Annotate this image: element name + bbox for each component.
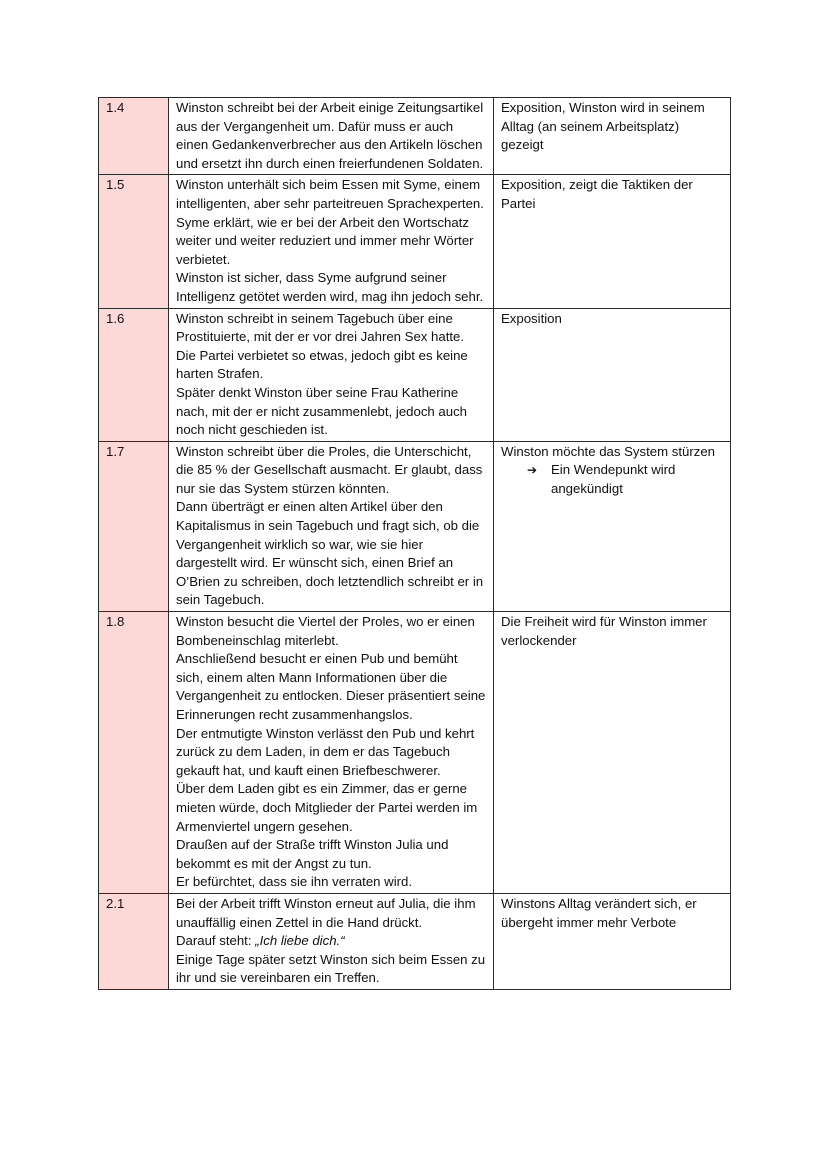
note-arrow-text: Ein Wendepunkt wird angekündigt xyxy=(551,462,676,496)
summary-paragraph: Winston schreibt bei der Arbeit einige Zeitungsartikel aus der Vergangenheit um. Dafür muss er auch einen Gedankenverbrecher aus den Artikeln löschen und ersetzt ihn durch einen freierfundenen Soldaten. xyxy=(176,100,484,171)
chapter-number-cell xyxy=(99,893,169,989)
summary-paragraph: Winston unterhält sich beim Essen mit Syme, einem intelligenten, aber sehr parteitreuen Sprachexperten. xyxy=(176,177,484,211)
note-text: Exposition, Winston wird in seinem Alltag (an seinem Arbeitsplatz) gezeigt xyxy=(501,100,705,153)
summary-paragraph: Der entmutigte Winston verlässt den Pub und kehrt zurück zu dem Laden, in dem er das Tagebuch gekauft hat, und kauft einen Briefbeschwerer. xyxy=(176,725,475,778)
table-row xyxy=(99,98,731,175)
summary-paragraph: Über dem Laden gibt es ein Zimmer, das er gerne mieten würde, doch Mitglieder der Partei werden im Armenviertel ungern gesehen. xyxy=(176,781,478,834)
summary-paragraph: Dann überträgt er einen alten Artikel über den Kapitalismus in sein Tagebuch und fragt sich, ob die Vergangenheit wirklich so war, wie sie hier dargestellt wird. Er wünscht sich, einen Brief an O’Brien zu schreiben, doch letztendlich schreibt er in sein Tagebuch. xyxy=(176,499,484,608)
summary-paragraph: Winston ist sicher, dass Syme aufgrund seiner Intelligenz getötet werden wird, mag ihn jedoch sehr. xyxy=(176,270,484,304)
table-row xyxy=(99,308,731,441)
note-cell xyxy=(494,893,731,989)
summary-paragraph: Winston schreibt über die Proles, die Unterschicht, die 85 % der Gesellschaft ausmacht. Er glaubt, dass nur sie das System stürzen könnten. xyxy=(176,443,483,496)
chapter-number: 1.8 xyxy=(106,614,125,630)
quote-text: „Ich liebe dich.“ xyxy=(255,933,345,949)
summary-cell xyxy=(169,441,494,611)
chapter-number-cell xyxy=(99,441,169,611)
summary-paragraph: Winston besucht die Viertel der Proles, wo er einen Bombeneinschlag miterlebt. xyxy=(176,614,475,648)
summary-cell xyxy=(169,893,494,989)
chapter-number: 1.4 xyxy=(106,100,125,115)
summary-cell xyxy=(169,612,494,894)
note-text: Die Freiheit wird für Winston immer verlockender xyxy=(501,614,707,648)
summary-cell xyxy=(169,98,494,175)
chapter-number: 1.6 xyxy=(106,310,125,326)
note-arrow-item xyxy=(501,461,724,498)
note-text: Winston möchte das System stürzen xyxy=(501,443,716,459)
summary-paragraph: Bei der Arbeit trifft Winston erneut auf Julia, die ihm unauffällig einen Zettel in die Hand drückt. xyxy=(176,895,476,930)
chapter-number: 1.5 xyxy=(106,177,125,193)
summary-paragraph: Winston schreibt in seinem Tagebuch über eine Prostituierte, mit der er vor drei Jahren Sex hatte. Die Partei verbietet so etwas, jedoch gibt es keine harten Strafen. xyxy=(176,310,468,382)
summary-paragraph: Einige Tage später setzt Winston sich beim Essen zu ihr und sie vereinbaren ein Treffen. xyxy=(176,951,486,986)
chapter-number: 2.1 xyxy=(106,895,125,911)
chapter-number-cell xyxy=(99,175,169,308)
table-row xyxy=(99,893,731,989)
table-row xyxy=(99,441,731,611)
note-text: Exposition, zeigt die Taktiken der Partei xyxy=(501,177,693,211)
chapter-number-cell xyxy=(99,308,169,441)
quote-prefix: Darauf steht: xyxy=(176,933,256,949)
note-text: Winstons Alltag verändert sich, er übergeht immer mehr Verbote xyxy=(501,895,697,930)
document-page xyxy=(98,97,730,990)
summary-cell xyxy=(169,175,494,308)
chapter-number-cell xyxy=(99,612,169,894)
note-cell xyxy=(494,175,731,308)
summary-paragraph: Draußen auf der Straße trifft Winston Julia und bekommt es mit der Angst zu tun. xyxy=(176,837,449,871)
table-row xyxy=(99,175,731,308)
chapter-summary-table xyxy=(98,97,731,990)
note-text: Exposition xyxy=(501,310,562,326)
summary-paragraph: Er befürchtet, dass sie ihn verraten wird. xyxy=(176,874,413,890)
table-row xyxy=(99,612,731,894)
chapter-number-cell xyxy=(99,98,169,175)
summary-paragraph: Später denkt Winston über seine Frau Katherine nach, mit der er nicht zusammenlebt, jedoch auch noch nicht geschieden ist. xyxy=(176,384,468,438)
note-cell xyxy=(494,308,731,441)
chapter-number: 1.7 xyxy=(106,443,125,459)
summary-paragraph-quote xyxy=(176,932,487,951)
summary-paragraph: Anschließend besucht er einen Pub und bemüht sich, einem alten Mann Informationen über die Vergangenheit zu entlocken. Dieser präsentiert seine Erinnerungen recht zusammenhangslos. xyxy=(176,651,486,722)
summary-cell xyxy=(169,308,494,441)
arrow-right-icon: ➔ xyxy=(527,463,538,478)
note-cell xyxy=(494,441,731,611)
note-cell xyxy=(494,98,731,175)
note-cell xyxy=(494,612,731,894)
summary-paragraph: Syme erklärt, wie er bei der Arbeit den Wortschatz weiter und weiter reduziert und immer mehr Wörter verbietet. xyxy=(176,214,474,267)
